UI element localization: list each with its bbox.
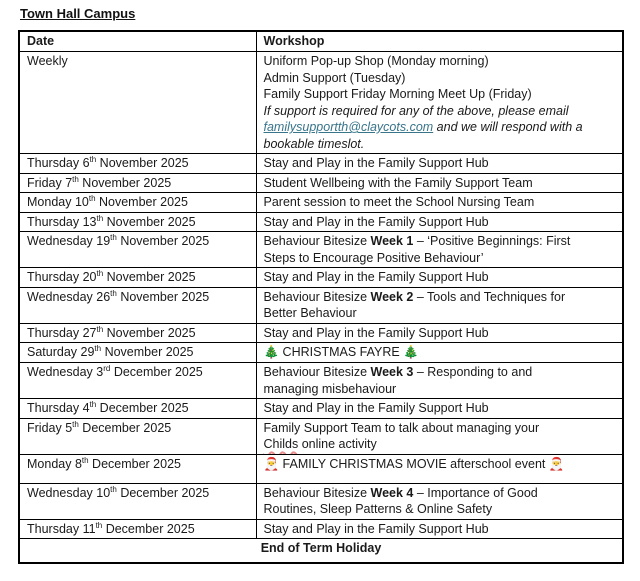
table-row xyxy=(19,193,623,213)
text-segment: Wednesday 26 xyxy=(27,289,111,304)
ordinal-suffix: th xyxy=(89,154,97,164)
text-segment: Stay and Play in the Family Support Hub xyxy=(263,156,489,170)
column-header-date: Date xyxy=(19,31,256,52)
date-cell xyxy=(19,399,256,419)
ordinal-suffix: th xyxy=(110,288,117,298)
ordinal-suffix: th xyxy=(95,520,103,530)
text-segment: Thursday 27 xyxy=(27,325,97,340)
text-segment: CHRISTMAS FAYRE xyxy=(279,345,404,359)
ordinal-suffix: th xyxy=(110,232,117,242)
text-segment: – Responding to and xyxy=(413,365,533,379)
text-segment: Saturday 29 xyxy=(27,345,95,359)
table-row xyxy=(19,232,623,268)
date-cell xyxy=(19,343,256,363)
column-header-workshop: Workshop xyxy=(256,31,623,52)
text-segment: – Importance of Good xyxy=(413,485,538,500)
text-segment: Thursday 13 xyxy=(27,214,97,229)
workshop-cell xyxy=(256,173,623,193)
table-row xyxy=(19,323,623,343)
text-segment: December 2025 xyxy=(78,420,172,435)
workshop-cell xyxy=(256,418,623,454)
text-segment: If support is required for any of the above, please email xyxy=(263,103,569,118)
text-segment: Behaviour Bitesize xyxy=(263,485,371,500)
text-segment: – ‘Positive Beginnings: First xyxy=(413,234,571,248)
text-segment: Weekly xyxy=(27,54,68,68)
text-segment: Thursday 11 xyxy=(27,521,96,536)
santa-icon: 🎅 xyxy=(263,456,280,471)
text-segment: Admin Support (Tuesday) xyxy=(263,70,406,85)
text-segment: December 2025 xyxy=(116,485,210,500)
workshop-cell xyxy=(256,212,623,232)
text-segment: FAMILY CHRISTMAS MOVIE afterschool event xyxy=(279,456,549,471)
text-segment: Week 4 xyxy=(370,485,414,500)
text-segment: Wednesday 19 xyxy=(27,234,111,248)
text-segment: – Tools and Techniques for xyxy=(413,289,566,304)
text-segment: Behaviour Bitesize xyxy=(263,289,371,304)
table-row xyxy=(19,363,623,399)
text-segment: bookable timeslot. xyxy=(263,136,365,151)
ordinal-suffix: th xyxy=(72,419,79,429)
text-segment: Monday 10 xyxy=(27,195,89,209)
ordinal-suffix: th xyxy=(88,193,96,203)
text-segment: November 2025 xyxy=(95,195,188,209)
date-cell xyxy=(19,52,256,154)
text-segment: Family Support Friday Morning Meet Up (Friday) xyxy=(263,87,532,101)
date-cell xyxy=(19,268,256,288)
text-segment: Stay and Play in the Family Support Hub xyxy=(263,325,489,340)
text-segment: November 2025 xyxy=(78,175,172,190)
text-segment: Student Wellbeing with the Family Support Team xyxy=(263,175,533,190)
table-row xyxy=(19,519,623,539)
date-cell xyxy=(19,323,256,343)
ordinal-suffix: th xyxy=(81,455,89,465)
ordinal-suffix: th xyxy=(96,324,104,334)
date-cell xyxy=(19,173,256,193)
text-segment: Wednesday 10 xyxy=(27,485,111,500)
date-cell xyxy=(19,212,256,232)
workshop-cell xyxy=(256,287,623,323)
text-segment: Friday 7 xyxy=(27,175,73,190)
workshop-cell xyxy=(256,52,623,154)
ordinal-suffix: th xyxy=(94,343,102,353)
workshop-cell xyxy=(256,154,623,174)
table-row xyxy=(19,454,623,483)
text-segment: November 2025 xyxy=(103,270,196,284)
ordinal-suffix: th xyxy=(96,213,104,223)
text-segment: Week 2 xyxy=(370,289,414,304)
page-title: Town Hall Campus xyxy=(20,6,136,21)
workshop-cell xyxy=(256,268,623,288)
workshop-cell xyxy=(256,193,623,213)
text-segment: Family Support Team to talk about managing your xyxy=(263,420,540,435)
schedule-table xyxy=(18,30,624,564)
text-segment: Thursday 4 xyxy=(27,401,90,415)
text-segment: Routines, Sleep Patterns & Online Safety xyxy=(263,502,493,516)
text-segment: November 2025 xyxy=(101,345,194,359)
text-segment: Week 3 xyxy=(370,365,414,379)
table-row xyxy=(19,483,623,519)
date-cell xyxy=(19,418,256,454)
christmas-tree-icon: 🎄 xyxy=(263,345,280,359)
text-segment: managing misbehaviour xyxy=(263,381,397,396)
workshop-cell xyxy=(256,232,623,268)
text-segment: December 2025 xyxy=(96,401,189,415)
table-row xyxy=(19,173,623,193)
text-segment: Thursday 6 xyxy=(27,156,90,170)
ordinal-suffix: th xyxy=(89,399,97,409)
misspelled-word: Childs xyxy=(263,437,299,451)
table-row xyxy=(19,212,623,232)
workshop-cell xyxy=(256,454,623,483)
table-row xyxy=(19,539,623,563)
date-cell xyxy=(19,287,256,323)
date-cell xyxy=(19,363,256,399)
table-row xyxy=(19,418,623,454)
text-segment: December 2025 xyxy=(102,521,195,536)
date-cell xyxy=(19,483,256,519)
text-segment: Stay and Play in the Family Support Hub xyxy=(263,270,489,284)
text-segment: Week 1 xyxy=(370,234,414,248)
ordinal-suffix: th xyxy=(72,174,79,184)
text-segment: and we will respond with a xyxy=(433,120,583,134)
workshop-cell xyxy=(256,399,623,419)
date-cell xyxy=(19,193,256,213)
text-segment: online activity xyxy=(298,437,377,451)
text-segment: Parent session to meet the School Nursing Team xyxy=(263,195,535,209)
email-link[interactable]: familysupportth@claycots.com xyxy=(263,120,434,134)
text-segment: Friday 5 xyxy=(27,420,73,435)
workshop-cell xyxy=(256,483,623,519)
text-segment: Behaviour Bitesize xyxy=(263,365,371,379)
table-row xyxy=(19,399,623,419)
schedule-table-body xyxy=(19,52,623,563)
text-segment: Steps to Encourage Positive Behaviour’ xyxy=(263,250,484,265)
date-cell xyxy=(19,154,256,174)
text-segment: Better Behaviour xyxy=(263,306,357,320)
text-segment: Wednesday 3 xyxy=(27,365,104,379)
merged-footer-cell xyxy=(19,539,623,563)
date-cell xyxy=(19,519,256,539)
date-cell xyxy=(19,232,256,268)
text-segment: December 2025 xyxy=(88,456,181,471)
santa-icon: 🎅 xyxy=(548,456,565,471)
text-segment: Stay and Play in the Family Support Hub xyxy=(263,401,489,415)
text-segment: December 2025 xyxy=(110,365,203,379)
christmas-tree-icon: 🎄 xyxy=(403,345,419,359)
workshop-cell xyxy=(256,323,623,343)
text-segment: Monday 8 xyxy=(27,456,82,471)
text-segment: November 2025 xyxy=(116,234,210,248)
date-cell xyxy=(19,454,256,483)
text-segment: Stay and Play in the Family Support Hub xyxy=(263,521,489,536)
text-segment: Stay and Play in the Family Support Hub xyxy=(263,214,489,229)
text-segment: Uniform Pop-up Shop (Monday morning) xyxy=(263,54,489,68)
table-row xyxy=(19,287,623,323)
workshop-cell xyxy=(256,343,623,363)
table-row xyxy=(19,154,623,174)
header-row xyxy=(19,31,623,52)
table-row xyxy=(19,343,623,363)
workshop-cell xyxy=(256,363,623,399)
text-segment: November 2025 xyxy=(103,325,196,340)
text-segment: November 2025 xyxy=(103,214,196,229)
table-header xyxy=(19,31,623,52)
text-segment: End of Term Holiday xyxy=(260,541,382,555)
table-row xyxy=(19,52,623,154)
table-row xyxy=(19,268,623,288)
text-segment: Thursday 20 xyxy=(27,270,97,284)
ordinal-suffix: th xyxy=(96,268,104,278)
ordinal-suffix: rd xyxy=(103,363,111,373)
text-segment: November 2025 xyxy=(116,289,210,304)
text-segment: Behaviour Bitesize xyxy=(263,234,371,248)
workshop-cell xyxy=(256,519,623,539)
ordinal-suffix: th xyxy=(110,484,117,494)
text-segment: November 2025 xyxy=(96,156,189,170)
